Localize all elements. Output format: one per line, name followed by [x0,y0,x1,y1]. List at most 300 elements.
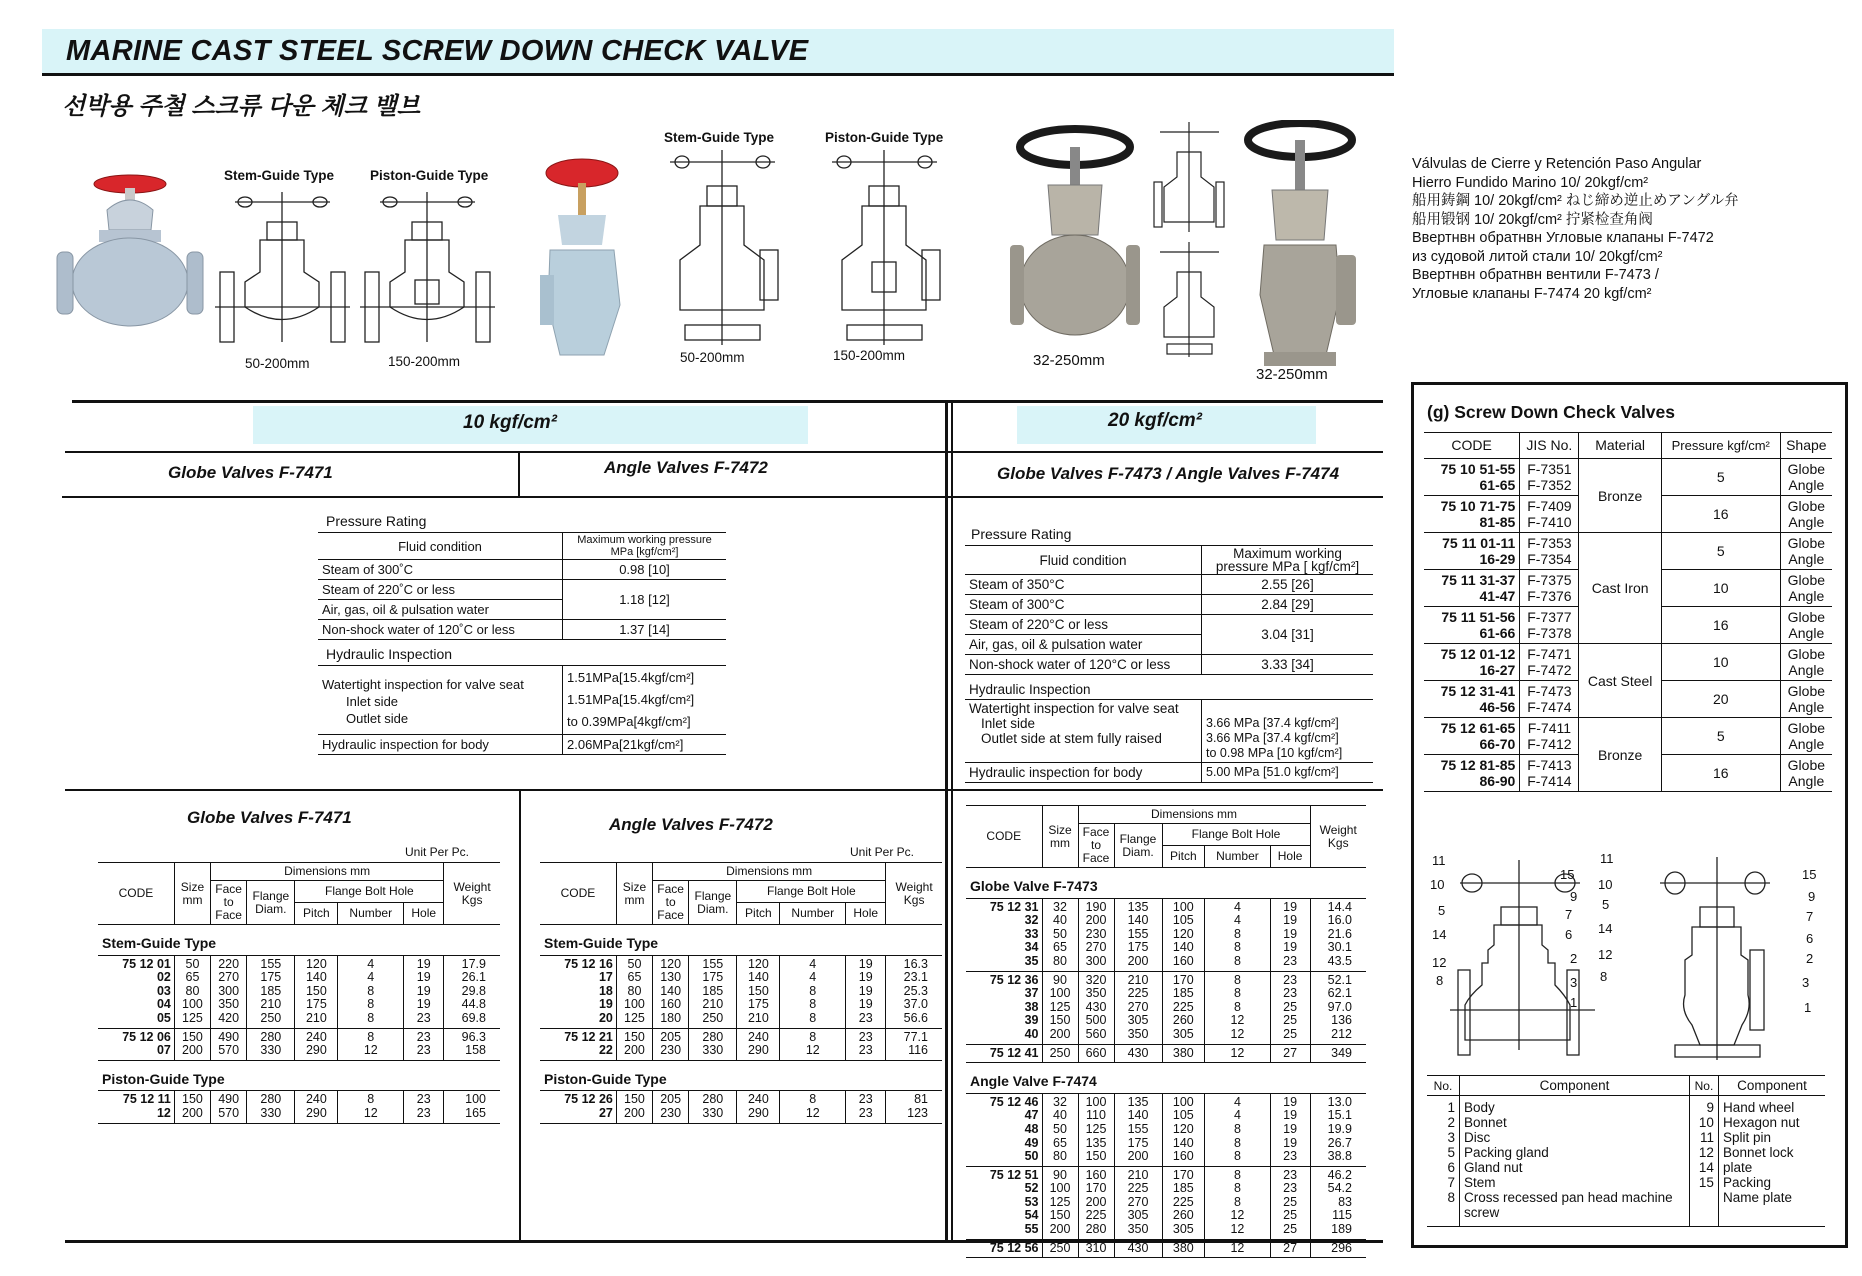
hyd-body: Hydraulic inspection for body [318,735,563,755]
col-number: Number [1205,846,1271,868]
col-fluid: Fluid condition [965,546,1202,575]
table-row [966,1014,1366,1028]
shape: Globe [1787,609,1826,625]
cell: 150 [174,1028,210,1044]
cell: 52.1 [1310,971,1366,987]
col-flange-diam: Flange Diam. [689,881,737,925]
cell: 290 [737,1107,780,1123]
cell: 39 [1024,1013,1039,1028]
pressure: 16 [1661,496,1780,533]
cell: 4 [1205,898,1271,914]
diagram-part-number: 8 [1600,969,1608,984]
cell: 120 [1162,1123,1205,1137]
cell: 37.0 [886,998,942,1012]
cell: 110 [1078,1109,1114,1123]
globe-valve-photo-10k [55,170,205,350]
code: 75 12 61-65 [1440,720,1516,736]
cell: 130 [653,971,689,985]
jis-no: F-7378 [1527,625,1572,641]
col-code: CODE [118,886,154,900]
row-group [966,1044,1366,1063]
divider [65,789,1383,791]
pressure: 20 [1661,681,1780,718]
cell: 50 [1024,1149,1039,1164]
code: 75 11 31-37 [1441,572,1516,588]
col-pitch: Pitch [737,903,780,925]
cell: 240 [737,1028,780,1044]
pressure: 16 [1661,607,1780,644]
cell: 135 [1114,898,1162,914]
cell: 150 [616,1028,652,1044]
hyd-inlet: Inlet side [346,694,399,709]
cell: 75 12 16 [564,956,613,971]
cell: 54.2 [1310,1182,1366,1196]
stem-guide-size-1: 50-200mm [245,356,310,371]
cell: 44.8 [444,998,500,1012]
fluid-cell: Steam of 300˚C [318,560,563,580]
cell: 50 [1042,928,1078,942]
diagram-part-number: 14 [1432,927,1447,942]
shape: Globe [1787,535,1826,551]
angle-valve-photo-10k [540,155,625,360]
hydraulic-title: Hydraulic Inspection [965,675,1373,700]
pressure: 5 [1661,459,1780,496]
cell: 8 [338,1028,404,1044]
cell: 34 [1024,940,1039,955]
component-no: 7 [1447,1175,1455,1190]
table-row [540,971,942,985]
cell: 300 [211,985,247,999]
multilingual-line: Ввертнвн обратнвн Угловые клапаны F-7472 [1412,230,1714,246]
cell: 65 [616,971,652,985]
cell: 19.9 [1310,1123,1366,1137]
cell: 25 [1270,1028,1310,1044]
jis-no: F-7410 [1527,514,1572,530]
cell: 32 [1024,913,1039,928]
table-row [966,971,1366,987]
cell: 4 [338,955,404,971]
cell: 240 [737,1091,780,1107]
cell: 175 [1114,941,1162,955]
cell: 280 [1078,1223,1114,1239]
diagram-part-number: 6 [1806,931,1814,946]
table-row [966,1196,1366,1210]
table-row [966,1028,1366,1044]
cell: 17.9 [444,955,500,971]
multilingual-line: 船用锻钢 10/ 20kgf/cm² 拧紧检查角阀 [1412,211,1653,228]
cell: 19 [1270,1137,1310,1151]
multilingual-description [1412,155,1739,303]
cell: 189 [1310,1223,1366,1239]
screw-down-title: (g) Screw Down Check Valves [1427,402,1676,422]
table-row [966,1044,1366,1063]
cell: 46.2 [1310,1166,1366,1182]
cell: 320 [1078,971,1114,987]
cell: 8 [338,998,404,1012]
cell: 40 [1042,1109,1078,1123]
cell: 280 [247,1028,295,1044]
cell: 56.6 [886,1012,942,1028]
section-label: Piston-Guide Type [102,1070,225,1087]
code: 46-56 [1479,699,1516,715]
cell: 97.0 [1310,1001,1366,1015]
cell: 23 [404,1107,444,1123]
shape: Angle [1788,551,1825,567]
multilingual-line: Ввертнвн обратнвн вентили F-7473 / [1412,267,1659,283]
cell: 100 [1162,1093,1205,1109]
row-group [98,1091,500,1123]
shape: Globe [1787,572,1826,588]
component-name: Packing gland [1464,1145,1549,1160]
cell: 80 [1042,1150,1078,1166]
small-drawings-20k [1152,122,1227,362]
cell: 19 [1270,914,1310,928]
cell: 8 [1205,1166,1271,1182]
component-name: Disc [1464,1130,1491,1145]
component-name: Split pin [1722,1130,1771,1145]
cell: 305 [1162,1028,1205,1044]
cell: 175 [689,971,737,985]
pressure-cell: 1.37 [14] [563,620,727,640]
hyd-seat: Watertight inspection for valve seat [322,677,524,692]
diagram-part-number: 10 [1430,877,1445,892]
cell: 8 [1205,987,1271,1001]
cell: 27 [1270,1239,1310,1258]
cell: 27 [1270,1044,1310,1063]
pressure: 5 [1661,718,1780,755]
cell: 12 [1205,1223,1271,1239]
piston-guide-size-1: 150-200mm [388,354,461,369]
cell: 25 [1270,1014,1310,1028]
table-row [966,1150,1366,1166]
cell: 23 [404,1091,444,1107]
pressure-cell: 3.33 [34] [1202,655,1374,675]
jis-no: F-7409 [1527,498,1572,514]
cell: 52 [1024,1181,1039,1196]
component-no: 14 [1698,1160,1714,1175]
korean-subtitle: 선박용 주철 스크류 다운 체크 밸브 [62,93,420,120]
cell: 225 [1114,987,1162,1001]
piston-guide-label-2: Piston-Guide Type [825,130,944,145]
cell: 200 [1078,914,1114,928]
section-label: Piston-Guide Type [544,1070,667,1087]
fluid-cell: Steam of 220°C or less [965,615,1202,635]
cell: 12 [1205,1044,1271,1063]
cell: 23 [846,1028,886,1044]
cell: 500 [1078,1014,1114,1028]
shape: Angle [1788,699,1825,715]
cell: 8 [1205,1123,1271,1137]
pressure-rating-title: Pressure Rating [971,526,1072,542]
cell: 100 [1042,987,1078,1001]
cell: 305 [1114,1209,1162,1223]
cell: 430 [1114,1239,1162,1258]
cell: 8 [780,1012,846,1028]
cell: 430 [1114,1044,1162,1063]
cell: 12 [1205,1014,1271,1028]
code: 61-66 [1479,625,1516,641]
col-no: No. [1427,1076,1460,1096]
jis-no: F-7351 [1527,461,1572,477]
component-no: 1 [1447,1100,1455,1115]
cell: 190 [1078,898,1114,914]
heading-angle-7472: Angle Valves F-7472 [604,458,768,477]
hyd-outlet: Outlet side [346,711,409,726]
cell: 290 [295,1044,338,1060]
diagram-part-number: 9 [1570,889,1578,904]
cell: 23 [846,1091,886,1107]
cell: 12 [338,1107,404,1123]
cell: 430 [1078,1001,1114,1015]
diagram-part-number: 5 [1602,897,1610,912]
cell: 54 [1024,1208,1039,1223]
cell: 330 [689,1044,737,1060]
cell: 200 [1114,955,1162,971]
piston-guide-drawing-1 [360,192,495,352]
cell: 12 [780,1044,846,1060]
table-row [98,1091,500,1107]
unit-label: Unit Per Pc. [850,845,915,859]
cell: 100 [1042,1182,1078,1196]
section-label: Stem-Guide Type [102,935,217,951]
divider [951,400,953,1242]
dimension-table-20k [966,805,1366,1258]
cell: 380 [1162,1044,1205,1063]
diagram-part-number: 6 [1565,927,1573,942]
cell: 80 [1042,955,1078,971]
row-group [966,1239,1366,1258]
code: 75 10 71-75 [1440,498,1516,514]
diagram-part-number: 1 [1804,1000,1812,1015]
cell: 17 [598,970,613,985]
table-title-globe-7471: Globe Valves F-7471 [187,808,352,827]
cell: 270 [1114,1001,1162,1015]
heading-globe-7471: Globe Valves F-7471 [168,463,333,482]
diagram-part-number: 7 [1806,909,1814,924]
cell: 175 [737,998,780,1012]
cell: 170 [1162,971,1205,987]
diagram-part-number: 15 [1560,867,1575,882]
component-name: Body [1464,1100,1495,1115]
component-no: 3 [1447,1130,1455,1145]
cell: 12 [1205,1239,1271,1258]
shape: Angle [1788,773,1825,789]
cell: 02 [156,970,171,985]
pressure: 10 [1661,570,1780,607]
diagram-part-number: 11 [1432,853,1446,868]
divider [72,400,1383,403]
cell: 8 [1205,971,1271,987]
cell: 4 [780,955,846,971]
col-component: Component [1460,1076,1690,1096]
cell: 37 [1024,986,1039,1001]
cell: 65 [1042,1137,1078,1151]
code: 81-85 [1479,514,1516,530]
cell: 19 [846,985,886,999]
section-20k: 20 kgf/cm² [1108,410,1202,431]
cell: 180 [653,1012,689,1028]
jis-no: F-7412 [1527,736,1572,752]
cell: 230 [653,1107,689,1123]
shape: Angle [1788,625,1825,641]
cell: 13.0 [1310,1093,1366,1109]
table-row [966,955,1366,971]
cell: 105 [1162,914,1205,928]
row-group [98,955,500,1028]
diagram-part-number: 2 [1570,951,1578,966]
multilingual-line: Hierro Fundido Marino 10/ 20kgf/cm² [1412,174,1649,191]
cell: 23 [846,1107,886,1123]
pressure: 5 [1661,533,1780,570]
cell: 96.3 [444,1028,500,1044]
cell: 250 [247,1012,295,1028]
jis-no: F-7411 [1527,720,1572,736]
cell: 150 [174,1091,210,1107]
cell: 310 [1078,1239,1114,1258]
cell: 160 [1162,1150,1205,1166]
multilingual-line: Угловые клапаны F-7474 20 kgf/cm² [1412,285,1652,302]
cell: 12 [338,1044,404,1060]
cell: 230 [653,1044,689,1060]
shape: Globe [1787,720,1826,736]
cell: 20 [598,1010,613,1025]
shape: Angle [1788,588,1825,604]
cell: 125 [1042,1001,1078,1015]
cell: 210 [247,998,295,1012]
hyd-body-val: 5.00 MPa [51.0 kgf/cm²] [1202,763,1374,783]
shape: Angle [1788,736,1825,752]
code: 75 11 51-56 [1441,609,1516,625]
cell: 23 [1270,1182,1310,1196]
cell: 125 [174,1012,210,1028]
cell: 4 [1205,1109,1271,1123]
row-group [966,898,1366,971]
material: Bronze [1579,459,1661,533]
multilingual-line: 船用鋳鋼 10/ 20kgf/cm² ねじ締め逆止めアングル弁 [1412,193,1739,209]
cell: 200 [1042,1028,1078,1044]
cell: 25 [1270,1196,1310,1210]
table-row [966,1109,1366,1123]
fluid-cell: Non-shock water of 120°C or less [965,655,1202,675]
cell: 18 [598,983,613,998]
title-band [42,29,1394,76]
col-header: Material [1579,433,1661,459]
pressure-rating-title: Pressure Rating [326,513,427,529]
col-hole: Hole [846,903,886,925]
cell: 150 [1078,1150,1114,1166]
cell: 8 [1205,1137,1271,1151]
cell: 49 [1024,1135,1039,1150]
cell: 660 [1078,1044,1114,1063]
table-row [540,955,942,971]
cell: 150 [295,985,338,999]
fluid-cell: Air, gas, oil & pulsation water [318,600,563,620]
cell: 120 [737,955,780,971]
material: Cast Steel [1579,644,1661,718]
cell: 270 [1114,1196,1162,1210]
cell: 14.4 [1310,898,1366,914]
section-label: Angle Valve F-7474 [970,1073,1097,1090]
cell: 21.6 [1310,928,1366,942]
col-size: Size mm [616,863,652,925]
cell: 205 [653,1091,689,1107]
hydraulic-title: Hydraulic Inspection [318,640,726,666]
cell: 330 [689,1107,737,1123]
table-row [966,1182,1366,1196]
cell: 32 [1042,1093,1078,1109]
cell: 19 [1270,941,1310,955]
col-number: Number [338,903,404,925]
cell: 225 [1162,1196,1205,1210]
cell: 4 [1205,914,1271,928]
cell: 155 [1114,928,1162,942]
cell: 33 [1024,926,1039,941]
col-weight: Weight Kgs [1310,806,1366,868]
code: 75 12 81-85 [1440,757,1516,773]
cell: 200 [616,1107,652,1123]
col-face-to-face: Face to Face [653,881,689,925]
cell: 47 [1024,1108,1039,1123]
stem-guide-label-1: Stem-Guide Type [224,168,335,183]
cell: 155 [689,955,737,971]
cell: 26.1 [444,971,500,985]
cell: 8 [780,998,846,1012]
table-row [966,1166,1366,1182]
diagram-part-number: 14 [1598,921,1613,936]
screw-down-table [1424,432,1832,792]
cell: 90 [1042,971,1078,987]
shape: Globe [1787,646,1826,662]
cell: 75 12 06 [122,1029,171,1044]
diagram-part-number: 3 [1802,975,1810,990]
table-row [98,971,500,985]
hyd-inlet: Inlet side [981,716,1036,731]
cell: 225 [1162,1001,1205,1015]
cell: 100 [1162,898,1205,914]
component-no: 11 [1699,1130,1714,1145]
section-label: Globe Valve F-7473 [970,878,1098,894]
material: Cast Iron [1579,533,1661,644]
table-row [98,1028,500,1044]
jis-no: F-7352 [1527,477,1572,493]
cell: 280 [689,1028,737,1044]
table-row [98,985,500,999]
cell: 155 [1114,1123,1162,1137]
heading-globe-angle-20k: Globe Valves F-7473 / Angle Valves F-7474 [997,464,1340,483]
cell: 200 [1078,1196,1114,1210]
fluid-cell: Steam of 220˚C or less [318,580,563,600]
shape: Globe [1787,683,1826,699]
code: 41-47 [1479,588,1516,604]
hyd-inlet-val: 3.66 MPa [37.4 kgf/cm²] [1206,716,1339,730]
cell: 250 [1042,1239,1078,1258]
cell: 125 [1042,1196,1078,1210]
fluid-cell: Non-shock water of 120˚C or less [318,620,563,640]
cell: 225 [1114,1182,1162,1196]
cell: 19 [404,955,444,971]
component-no: 15 [1698,1175,1714,1190]
globe-valve-photo-20k [1008,125,1143,350]
jis-no: F-7413 [1527,757,1572,773]
hyd-seat: Watertight inspection for valve seat [969,701,1179,716]
cell: 135 [1078,1137,1114,1151]
cell: 225 [1078,1209,1114,1223]
cell: 120 [1162,928,1205,942]
cell: 116 [886,1044,942,1060]
cell: 48 [1024,1121,1039,1136]
cell: 22 [598,1043,613,1058]
col-weight: Weight Kgs [444,863,500,925]
